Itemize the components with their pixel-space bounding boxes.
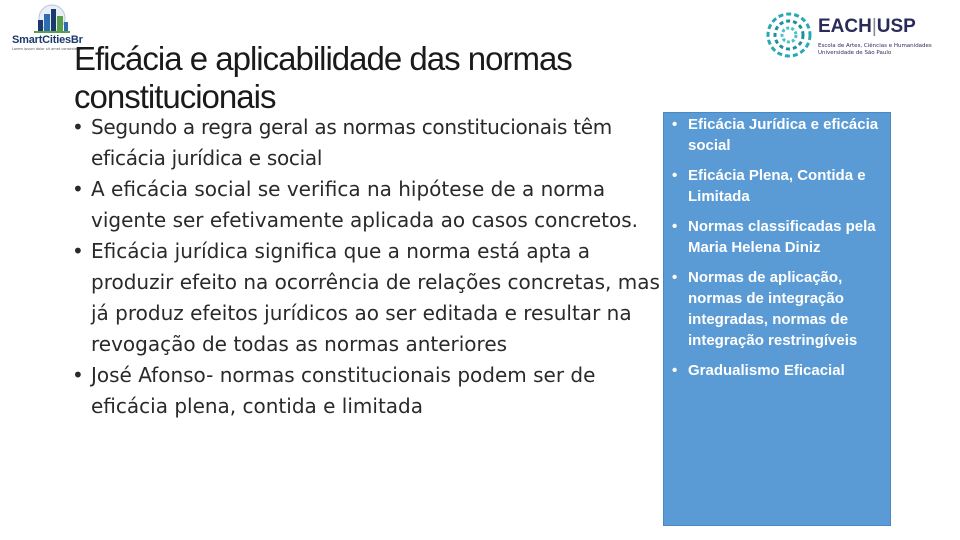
bullet-item: • José Afonso- normas constitucionais podem ser de eficácia plena, contida e limitada bbox=[72, 360, 672, 422]
usp-label: USP bbox=[876, 16, 916, 37]
bullet-item: • A eficácia social se verifica na hipótese de a norma vigente ser efetivamente aplicada ao casos concretos. bbox=[72, 174, 672, 236]
side-bullet-list bbox=[670, 114, 892, 390]
slide-title: Eficácia e aplicabilidade das normas constitucionais bbox=[74, 40, 572, 115]
logo-tagline: Lorem ipsum dolor sit amet consectetur bbox=[12, 47, 83, 51]
each-subtitle-line1: Escola de Artes, Ciências e Humanidades bbox=[818, 43, 932, 49]
bullet-item: • Segundo a regra geral as normas constitucionais têm eficácia jurídica e social bbox=[72, 112, 672, 174]
side-bullet-item: • Eficácia Plena, Contida e Limitada bbox=[670, 165, 892, 207]
each-usp-logo bbox=[760, 8, 950, 68]
city-skyline-icon bbox=[30, 4, 74, 38]
side-bullet-item: • Normas de aplicação, normas de integração integradas, normas de integração restringíveis bbox=[670, 267, 892, 351]
each-emblem-icon bbox=[764, 10, 814, 60]
main-bullet-list bbox=[72, 112, 672, 422]
each-name bbox=[818, 16, 916, 38]
side-bullet-item: • Normas classificadas pela Maria Helena Diniz bbox=[670, 216, 892, 258]
side-bullet-item: • Gradualismo Eficacial bbox=[670, 360, 892, 381]
each-subtitle-line2: Universidade de São Paulo bbox=[818, 50, 892, 56]
each-label: EACH bbox=[818, 16, 872, 37]
bullet-item: • Eficácia jurídica significa que a norma está apta a produzir efeito na ocorrência de relações concretas, mas já produz efeitos jurídicos ao ser editada e resultar na revogação de todas as normas anteriores bbox=[72, 236, 672, 360]
side-bullet-item: • Eficácia Jurídica e eficácia social bbox=[670, 114, 892, 156]
logo-brand-text: SmartCitiesBr bbox=[12, 34, 83, 46]
logo-separator: | bbox=[871, 16, 877, 37]
